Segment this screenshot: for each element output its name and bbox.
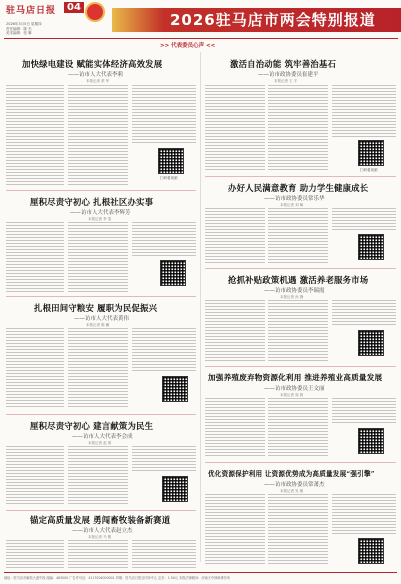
article-body [205,398,265,458]
article-title: 优化资源保护利用 让资源优势成为高质量发展“强引擎” [208,470,375,478]
article-title: 加快绿电建设 赋能实体经济高效发展 [22,59,163,69]
article-subtitle: ——访市人大代表赵立杰 [72,528,133,534]
article-body [132,85,196,143]
article-reporter: 本报记者 马 骏 [88,535,112,539]
page-number: 04 [64,2,84,13]
article-subtitle: ——访市政协委员常乐华 [264,196,325,202]
article-reporter: 本报记者 孙 静 [280,295,304,299]
qr-caption: 扫码看视频 [160,176,178,180]
article-body [132,222,196,256]
article-body [6,540,64,568]
article-body [6,328,64,408]
article-reporter: 本报记者 陈 鹏 [86,323,110,327]
article-body [68,540,128,568]
article-subtitle: ——访市人大代表李莉 [68,72,124,78]
qr-code-icon[interactable] [358,538,384,564]
article-body [68,328,128,408]
article-body [205,85,265,171]
article-separator [6,296,196,297]
masthead-rule [4,38,398,39]
qr-code-icon[interactable] [358,234,384,260]
date-lines [6,22,41,36]
banner-title: 2026驻马店市两会特别报道 [170,11,376,29]
qr-code-icon[interactable] [358,330,384,356]
qr-code-icon[interactable] [358,140,384,166]
article-body [268,85,328,171]
article-subtitle: ——访市政协委员王文丽 [264,386,325,392]
article-subtitle: ——访市人大代表李会成 [72,434,133,440]
paper-name: 驻马店日报 [6,6,57,16]
article-separator [205,462,396,463]
article-title: 办好人民满意教育 助力学生健康成长 [228,183,369,193]
date-line: 2026年3月5日 星期四 [6,22,42,26]
designer-line: 美术编辑：张 琳 [6,31,32,35]
column-divider [200,52,201,562]
article-title: 加强养殖废弃物资源化利用 推进养殖业高质量发展 [208,373,383,382]
article-body [332,300,396,326]
qr-code-icon[interactable] [358,428,384,454]
article-body [268,398,328,458]
article-subtitle: ——访市政协委员常萧杰 [264,482,325,488]
article-body [132,446,196,472]
qr-code-icon[interactable] [162,376,188,402]
article-subtitle: ——访市人大代表黄伟 [74,316,130,322]
article-separator [6,510,196,511]
article-subtitle: ——访市政协委员李瑞霞 [264,288,325,294]
article-reporter: 本报记者 刘 畅 [280,203,304,207]
article-separator [205,176,396,177]
article-body [6,222,64,292]
article-body [268,208,328,264]
article-body [205,300,265,362]
article-separator [205,268,396,269]
article-separator [6,190,196,191]
article-body [332,398,396,424]
article-body [6,446,64,506]
qr-code-icon[interactable] [158,148,184,174]
article-reporter: 本报记者 张 华 [86,79,110,83]
article-body [268,494,328,566]
article-reporter: 本报记者 周 晨 [280,393,304,397]
qr-code-icon[interactable] [162,476,188,502]
article-body [132,540,196,568]
qr-code-icon[interactable] [160,260,186,286]
article-body [68,85,128,185]
qr-caption: 扫码看视频 [360,168,378,172]
article-subtitle: ——访市政协委员崔建平 [258,72,319,78]
article-body [132,328,196,372]
article-separator [6,414,196,415]
article-body [68,446,128,506]
page-footer: 地址：驻马店市解放大道中段 邮编：463000 广告许可证：4117004000001 印刷：驻马店日报社印务中心 定价：1.50元 本报法律顾问：河南天中律师事务所 [4,572,397,580]
article-title: 厘积尽责守初心 建言献策为民生 [30,421,154,431]
article-reporter: 本报记者 赵 琪 [88,441,112,445]
article-body [332,208,396,230]
article-body [68,222,128,292]
article-subtitle: ——访市人大代表李辉芳 [70,210,131,216]
editor-line: 责任编辑：陈 杰 [6,26,32,31]
article-separator [205,366,396,367]
masthead [0,0,401,38]
article-body [332,494,396,534]
article-body [6,85,64,185]
article-title: 扎根田间守粮安 履职为民促振兴 [34,303,158,313]
article-body [268,300,328,362]
article-body [205,208,265,264]
section-label: >> 代表委员心声 << [160,43,216,49]
article-reporter: 本报记者 吴 敏 [280,489,304,493]
article-body [332,85,396,137]
cppcc-emblem-icon [85,2,105,22]
article-title: 厘积尽责守初心 扎根社区办实事 [30,197,154,207]
article-title: 抢抓补贴政策机遇 激活养老服务市场 [228,275,369,285]
article-title: 锚定高质量发展 勇闯畜牧装备新赛道 [30,515,171,525]
article-title: 激活自治动能 筑牢善治基石 [230,59,337,69]
article-reporter: 本报记者 李 雯 [88,217,112,221]
article-body [205,494,265,566]
article-reporter: 本报记者 王 宇 [274,79,298,83]
